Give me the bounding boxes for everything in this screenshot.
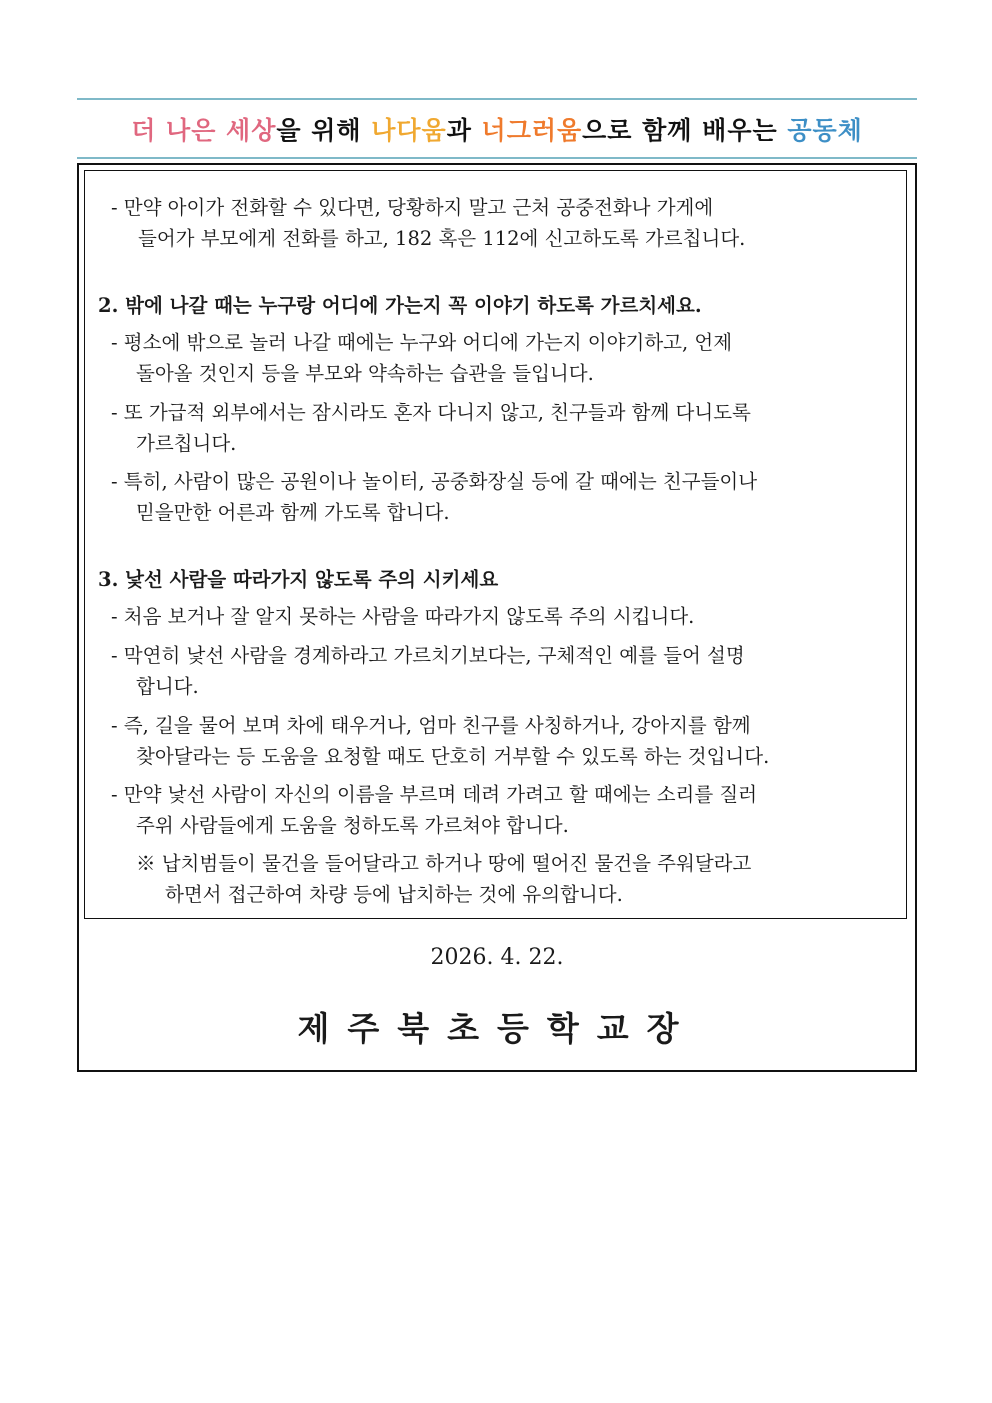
body-line: - 만약 낯선 사람이 자신의 이름을 부르며 데려 가려고 할 때에는 소리를 질러 — [111, 783, 758, 806]
section-3-heading: 3. 낯선 사람을 따라가지 않도록 주의 시키세요 — [98, 568, 499, 591]
letter-frame — [77, 163, 917, 1072]
slogan-segment-1: 더 나은 세상 — [131, 115, 277, 145]
body-line: - 또 가급적 외부에서는 잠시라도 혼자 다니지 않고, 친구들과 함께 다니도록 — [111, 401, 751, 424]
content-box — [84, 170, 907, 919]
body-line: 합니다. — [136, 675, 199, 698]
slogan-segment-7: 공동체 — [787, 115, 863, 145]
note-line: ※ 납치범들이 물건을 들어달라고 하거나 땅에 떨어진 물건을 주워달라고 — [136, 852, 752, 875]
document-date: 2026. 4. 22. — [430, 945, 564, 970]
body-line: - 특히, 사람이 많은 공원이나 놀이터, 공중화장실 등에 갈 때에는 친구들이나 — [111, 470, 758, 493]
body-line: - 즉, 길을 물어 보며 차에 태우거나, 엄마 친구를 사칭하거나, 강아지를 함께 — [111, 714, 751, 737]
slogan-segment-3: 나다움 — [371, 115, 447, 145]
section-2-heading: 2. 밖에 나갈 때는 누구랑 어디에 가는지 꼭 이야기 하도록 가르치세요. — [98, 294, 702, 317]
body-line: - 막연히 낯선 사람을 경계하라고 가르치기보다는, 구체적인 예를 들어 설명 — [111, 644, 745, 667]
slogan-banner — [77, 98, 917, 159]
body-line: 들어가 부모에게 전화를 하고, 182 혹은 112에 신고하도록 가르칩니다. — [138, 227, 746, 250]
school-signature: 제주북초등학교장 — [297, 1009, 697, 1048]
note-line: 하면서 접근하여 차량 등에 납치하는 것에 유의합니다. — [165, 883, 623, 906]
slogan-segment-2: 을 위해 — [276, 115, 372, 145]
slogan-segment-4: 과 — [446, 115, 482, 145]
body-line: - 평소에 밖으로 놀러 나갈 때에는 누구와 어디에 가는지 이야기하고, 언제 — [111, 331, 733, 354]
body-line: 주위 사람들에게 도움을 청하도록 가르쳐야 합니다. — [136, 814, 569, 837]
body-line: - 만약 아이가 전화할 수 있다면, 당황하지 말고 근처 공중전화나 가게에 — [111, 196, 714, 219]
body-line: 믿을만한 어른과 함께 가도록 합니다. — [136, 501, 450, 524]
body-line: - 처음 보거나 잘 알지 못하는 사람을 따라가지 않도록 주의 시킵니다. — [111, 605, 695, 628]
slogan-segment-5: 너그러움 — [481, 115, 583, 145]
slogan-segment-6: 으로 함께 배우는 — [582, 115, 788, 145]
body-line: 가르칩니다. — [136, 432, 237, 455]
body-line: 찾아달라는 등 도움을 요청할 때도 단호히 거부할 수 있도록 하는 것입니다. — [136, 745, 770, 768]
body-line: 돌아올 것인지 등을 부모와 약속하는 습관을 들입니다. — [136, 362, 594, 385]
